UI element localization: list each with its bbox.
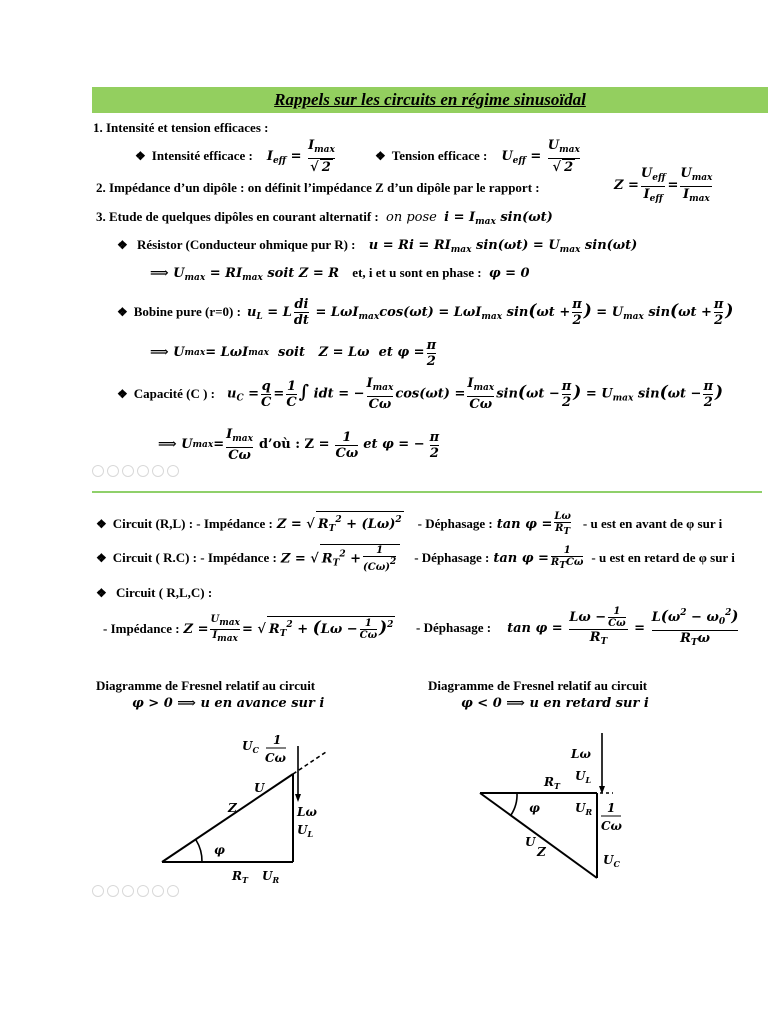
inductor-formula: $u_L = L$ $\frac{di}{dt}$ = LωI$_{max}$cos(ωt) = LωI$_{max}$ sin(ωt + $\frac{\pi}{2}$ ) = $U_{max}$ sin(ωt + $\frac{\pi}{2}$ ) — [246, 296, 734, 328]
slide-nav-controls[interactable] — [92, 464, 182, 476]
rl-circuit-row: ❖ Circuit (R,L) : - Impédance : Z = √ $R_T^2 + (L\omega)^2$ - Déphasage : tan φ = $\frac{L\omega}{RT}$ - u est en avant de φ sur i — [96, 510, 723, 537]
fresnel-diagram-lag — [475, 728, 655, 890]
slide-nav-controls-bottom[interactable] — [92, 884, 182, 896]
ueff-formula: $U_{eff}$ = $\frac{U_{max}}{√ 2}$ — [501, 137, 580, 175]
impedance-definition-formula: Z = $\frac{U_{eff}}{I_{eff}}$ = $\frac{U_{max}}{I_{max}}$ — [614, 166, 714, 206]
fresnel-right-title: Diagramme de Fresnel relatif au circuit — [428, 678, 648, 693]
resistor-label: Résistor (Conducteur ohmique pur R) : — [137, 237, 356, 252]
label-ur: $U_R$ — [262, 869, 280, 885]
label-z: Z — [228, 801, 237, 815]
ieff-formula: $I_{eff}$ = $\frac{I_{max}}{√ 2}$ — [266, 137, 335, 175]
rlc-impedance-row: - Impédance : Z = $\frac{Umax}{Imax}$ = √ $R_T^2 + (L\omega$ − $\frac{1}{C\omega}$ )$^2$ — [103, 613, 394, 644]
fresnel-left-title: Diagramme de Fresnel relatif au circuit — [96, 678, 316, 693]
rlc-phase-row: - Déphasage : tan φ = Lω − $\frac{1}{C\omega}$ $R_T$ = $\frac{L(\omega^2 - \omega_0^2)}{R_T\omega}$ — [416, 600, 740, 656]
bullet-icon: ❖ — [96, 517, 107, 531]
label-uc-right: $U_C$ — [603, 853, 620, 869]
inductor-result-row: ⟹ U max = LωI max soit Z = Lω et φ = $\frac{\pi}{2}$ — [150, 337, 437, 369]
bullet-icon: ❖ — [135, 149, 146, 163]
bullet-icon: ❖ — [96, 551, 107, 565]
resistor-result-row: ⟹ $U_{max} = RI_{max}$ soit Z = R et, i et u sont en phase : φ = 0 — [150, 265, 530, 283]
bullet-icon: ❖ — [117, 238, 128, 252]
label-inv-cw-den-right: Cω — [601, 819, 622, 833]
label-ul-right: $U_L$ — [575, 769, 592, 785]
label-inv-cw-num: 1 — [273, 733, 282, 747]
rlc-circuit-row: ❖ Circuit ( R,L,C) : — [96, 585, 213, 600]
capacitor-formula: $u_C$ = $\frac{q}{C}$ = $\frac{1}{C}$ ∫ idt = − $\frac{I_{max}}{C\omega}$ cos(ωt) = $\frac{I_{max}}{C\omega}$ sin(ωt − $\frac{\pi}{2}$ ) = $U_{max}$ sin(ωt − $\frac{\pi}{2}$ ) — [227, 376, 724, 412]
bullet-icon: ❖ — [96, 586, 107, 600]
effective-voltage-row — [375, 139, 582, 173]
label-inv-cw-num-right: 1 — [607, 801, 616, 815]
label-u-right: U — [525, 835, 536, 849]
label-ul: $U_L$ — [297, 823, 314, 839]
bullet-icon: ❖ — [117, 305, 128, 319]
fresnel-left-condition: φ > 0 ⟹ u en avance sur i — [132, 696, 325, 711]
rc-circuit-row: ❖ Circuit ( R.C) : - Impédance : Z = √ $R_T^2$ + $\frac{1}{(C\omega)2}$ - Déphasage : tan φ = $\frac{1}{\text{RTCω}}$ - u est en retard de φ sur i — [96, 544, 735, 573]
effective-intensity-row — [135, 139, 337, 173]
capacitor-label: Capacité (C ) : — [133, 386, 215, 401]
resistor-row — [117, 237, 637, 258]
effective-voltage-label: Tension efficace : — [391, 148, 488, 163]
label-u: U — [254, 781, 265, 795]
capacitor-result-row: ⟹ U max = $\frac{I_{max}}{C\omega}$ d’où : Z = $\frac{1}{C\omega}$ et φ = − $\frac{\pi}{2}$ — [158, 427, 440, 463]
fresnel-right-condition: φ < 0 ⟹ u en retard sur i — [461, 696, 649, 711]
bullet-icon: ❖ — [117, 387, 128, 401]
label-inv-cw-den: Cω — [265, 751, 286, 765]
label-z-right: Z — [537, 845, 546, 859]
section-3-heading: 3. Etude de quelques dipôles en courant alternatif : on pose $i = I_{max}$ sin(ωt) — [96, 209, 553, 227]
document-title: Rappels sur les circuits en régime sinusoïdal — [274, 90, 586, 109]
label-ur-right: $U_R$ — [575, 801, 593, 817]
inductor-row — [117, 292, 733, 332]
label-rt-right: $R_T$ — [544, 775, 560, 791]
section-2-text: 2. Impédance d’un dipôle : on définit l’impédance Z d’un dipôle par le rapport : — [96, 180, 540, 195]
label-lw-right: Lω — [571, 747, 591, 761]
bullet-icon: ❖ — [375, 149, 386, 163]
resistor-formula: $u = Ri = RI_{max}$ $\sin(\omega t) = U_{max}$ sin(ωt) — [368, 238, 638, 255]
label-phi-right: φ — [529, 801, 540, 815]
label-phi: φ — [214, 843, 225, 857]
label-uc: $U_C$ — [242, 739, 259, 755]
fresnel-diagram-lead — [150, 728, 350, 890]
label-lw: Lω — [297, 805, 317, 819]
label-rt: $R_T$ — [232, 869, 248, 885]
section-1-heading: 1. Intensité et tension efficaces : — [93, 120, 269, 135]
inductor-label: Bobine pure (r=0) : — [133, 304, 241, 319]
section-divider — [92, 491, 762, 493]
capacitor-row — [117, 374, 723, 414]
effective-intensity-label: Intensité efficace : — [151, 148, 253, 163]
